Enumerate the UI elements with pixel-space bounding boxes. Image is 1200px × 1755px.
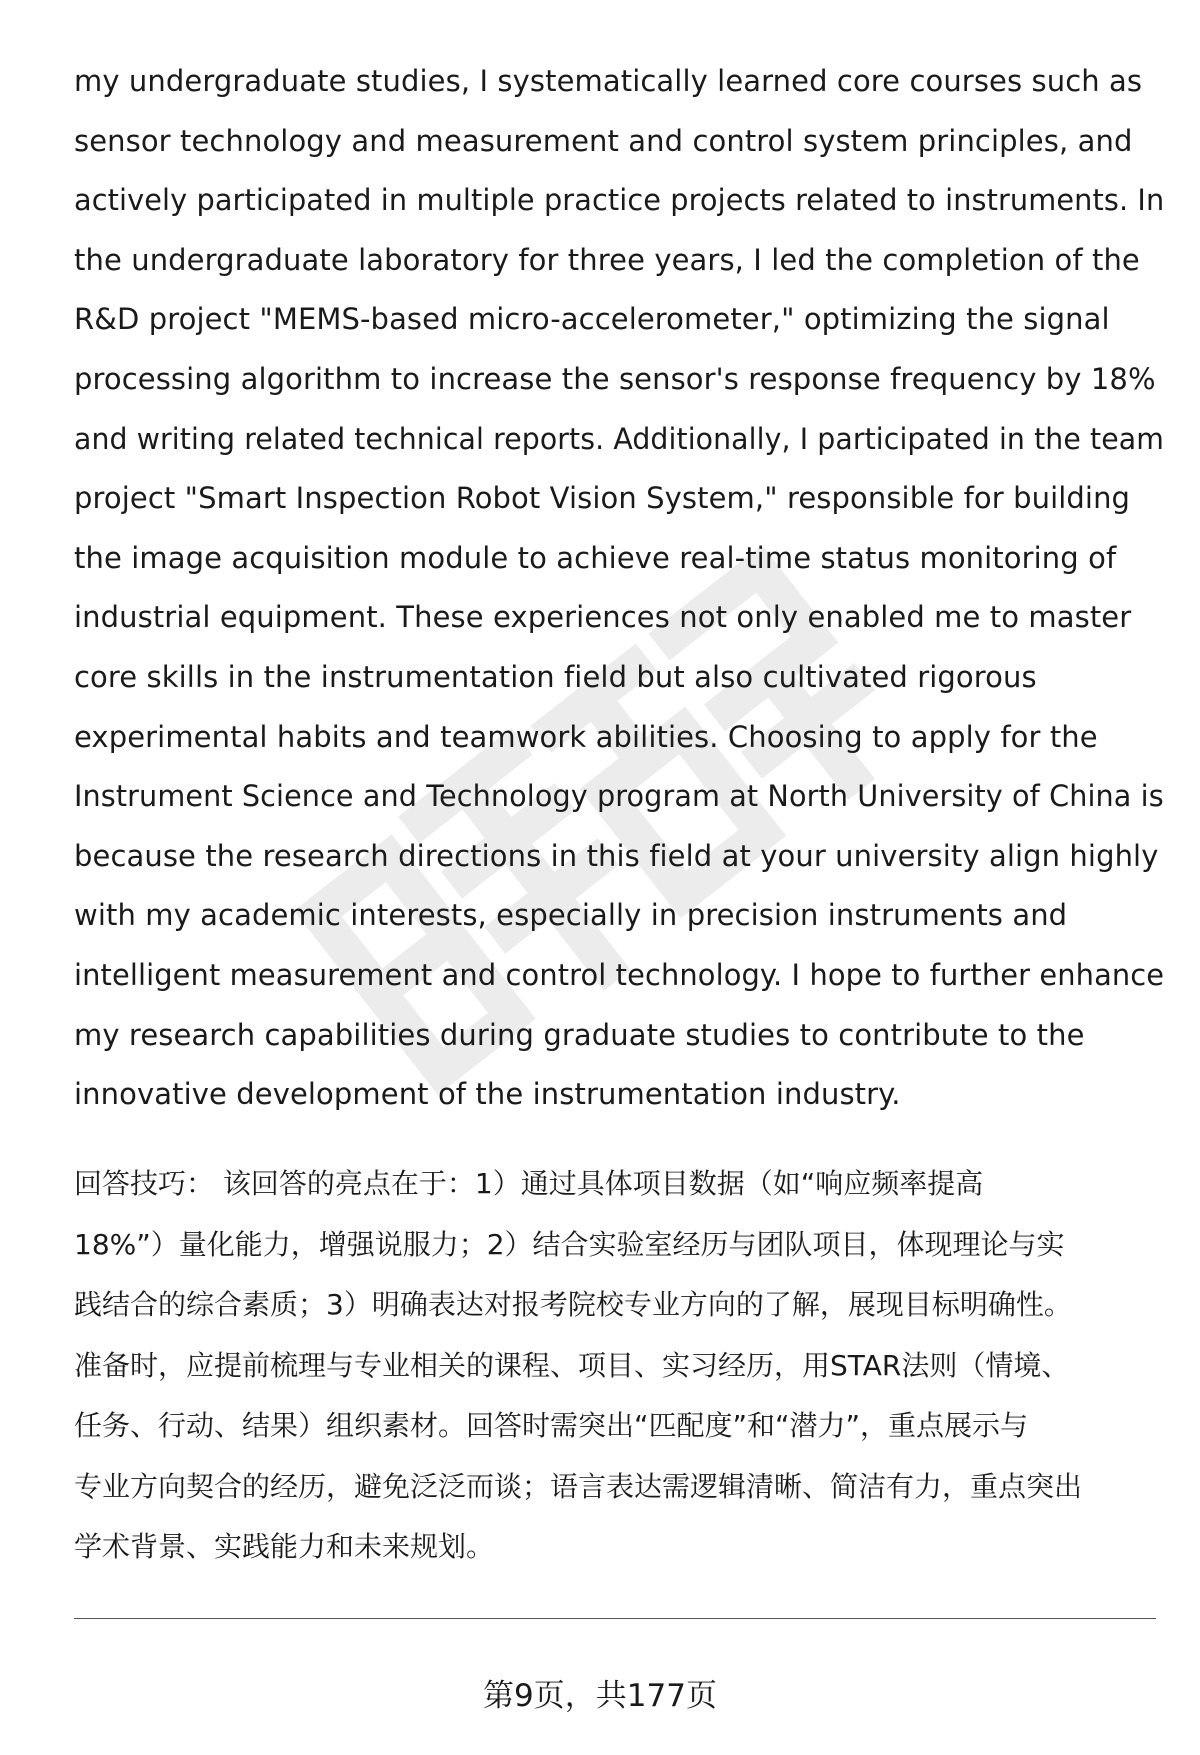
tips-line: 学术背景、实践能力和未来规划。 <box>74 1530 495 1563</box>
tips-line: 任务、行动、结果）组织素材。回答时需突出“匹配度”和“潜力”，重点展示与 <box>74 1409 1029 1442</box>
tips-line: 18%”）量化能力，增强说服力；2）结合实验室经历与团队项目，体现理论与实 <box>74 1227 1065 1261</box>
body-line: innovative development of the instrumentation industry. <box>74 1077 901 1112</box>
tips-line: 准备时，应提前梳理与专业相关的课程、项目、实习经历，用STAR法则（情境、 <box>74 1348 1070 1382</box>
body-line: processing algorithm to increase the sensor's response frequency by 18% <box>74 361 1156 396</box>
body-line: sensor technology and measurement and control system principles, and <box>74 123 1133 158</box>
body-line: experimental habits and teamwork abilities. Choosing to apply for the <box>74 719 1098 754</box>
body-line: core skills in the instrumentation field but also cultivated rigorous <box>74 659 1037 694</box>
body-line: my research capabilities during graduate studies to contribute to the <box>74 1017 1085 1052</box>
body-line: industrial equipment. These experiences not only enabled me to master <box>74 600 1132 635</box>
body-line: because the research directions in this field at your university align highly <box>74 838 1159 873</box>
tips-line: 专业方向契合的经历，避免泛泛而谈；语言表达需逻辑清晰、简洁有力，重点突出 <box>74 1469 1083 1503</box>
body-line: the undergraduate laboratory for three years, I led the completion of the <box>74 242 1140 277</box>
body-line: and writing related technical reports. Additionally, I participated in the team <box>74 421 1164 456</box>
body-line: with my academic interests, especially in precision instruments and <box>74 898 1068 933</box>
answer-body <box>74 52 1164 1125</box>
body-line: intelligent measurement and control technology. I hope to further enhance <box>74 957 1165 992</box>
body-line: actively participated in multiple practice projects related to instruments. In <box>74 183 1165 218</box>
body-line: my undergraduate studies, I systematically learned core courses such as <box>74 64 1143 98</box>
answer-tips <box>74 1154 1164 1578</box>
page-number: 第9页，共177页 <box>483 1678 717 1714</box>
tips-line: 践结合的综合素质；3）明确表达对报考院校专业方向的了解，展现目标明确性。 <box>74 1288 1072 1321</box>
body-line: project "Smart Inspection Robot Vision System," responsible for building <box>74 481 1131 516</box>
body-line: the image acquisition module to achieve real-time status monitoring of <box>74 540 1117 575</box>
tips-line: 回答技巧： 该回答的亮点在于：1）通过具体项目数据（如“响应频率提高 <box>74 1167 984 1200</box>
body-line: R&D project "MEMS-based micro-accelerometer," optimizing the signal <box>74 302 1110 337</box>
footer-divider <box>74 1618 1156 1619</box>
body-line: Instrument Science and Technology program at North University of China is <box>74 779 1164 814</box>
